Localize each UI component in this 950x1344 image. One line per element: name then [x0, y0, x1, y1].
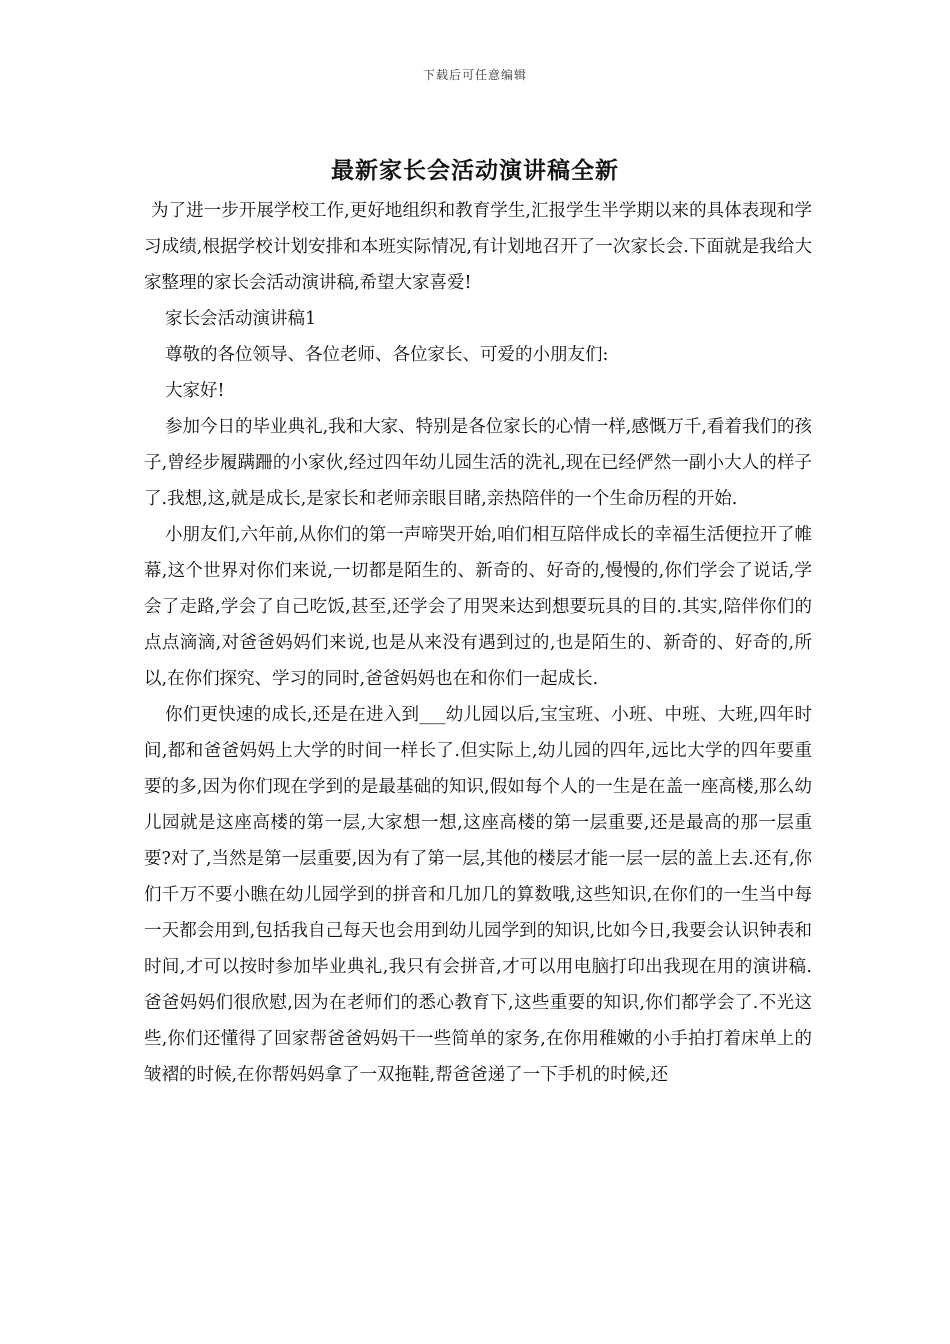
body-paragraph: 你们更快速的成长,还是在进入到___幼儿园以后,宝宝班、小班、中班、大班,四年时间,都和爸爸妈妈上大学的时间一样长了.但实际上,幼儿园的四年,远比大学的四年要重要的多,因为你们现在学到的是最基础的知识,假如每个人的一生是在盖一座高楼,那么幼儿园就是这座高楼的第一层,大家想一想,这座高楼的第一层重要,还是最高的那一层重要?对了,当然是第一层重要,因为有了第一层,其他的楼层才能一层一层的盖上去.还有,你们千万不要小瞧在幼儿园学到的拼音和几加几的算数哦,这些知识,在你们的一生当中每一天都会用到,包括我自己每天也会用到幼儿园学到的知识,比如今日,我要会认识钟表和时间,才可以按时参加毕业典礼,我只有会拼音,才可以用电脑打印出我现在用的演讲稿.爸爸妈妈们很欣慰,因为在老师们的悉心教育下,这些重要的知识,你们都学会了.不光这些,你们还懂得了回家帮爸爸妈妈干一些简单的家务,在你用稚嫩的小手拍打着床单上的皱褶的时候,在你帮妈妈拿了一双拖鞋,帮爸爸递了一下手机的时候,还 — [144, 705, 812, 1085]
intro-paragraph: 为了进一步开展学校工作,更好地组织和教育学生,汇报学生半学期以来的具体表现和学习成绩,根据学校计划安排和本班实际情况,有计划地召开了一次家长会.下面就是我给大家整理的家长会活动演讲稿,希望大家喜爱! — [144, 201, 812, 293]
body-paragraph: 小朋友们,六年前,从你们的第一声啼哭开始,咱们相互陪伴成长的幸福生活便拉开了帷幕,这个世界对你们来说,一切都是陌生的、新奇的、好奇的,慢慢的,你们学会了说话,学会了走路,学会了自己吃饭,甚至,还学会了用哭来达到想要玩具的目的.其实,陪伴你们的点点滴滴,对爸爸妈妈们来说,也是从来没有遇到过的,也是陌生的、新奇的、好奇的,所以,在你们探究、学习的同时,爸爸妈妈也在和你们一起成长. — [144, 525, 812, 689]
document-title: 最新家长会活动演讲稿全新 — [331, 157, 619, 184]
document-body — [144, 193, 812, 1093]
greeting-paragraph: 大家好! — [165, 381, 225, 401]
header-note: 下载后可任意编辑 — [422, 68, 527, 82]
section-heading: 家长会活动演讲稿1 — [165, 309, 317, 329]
body-paragraph: 参加今日的毕业典礼,我和大家、特别是各位家长的心情一样,感慨万千,看着我们的孩子,曾经步履蹒跚的小家伙,经过四年幼儿园生活的洗礼,现在已经俨然一副小大人的样子了.我想,这,就是成长,是家长和老师亲眼目睹,亲热陪伴的一个生命历程的开始. — [144, 417, 812, 509]
salutation-paragraph: 尊敬的各位领导、各位老师、各位家长、可爱的小朋友们: — [165, 345, 609, 365]
